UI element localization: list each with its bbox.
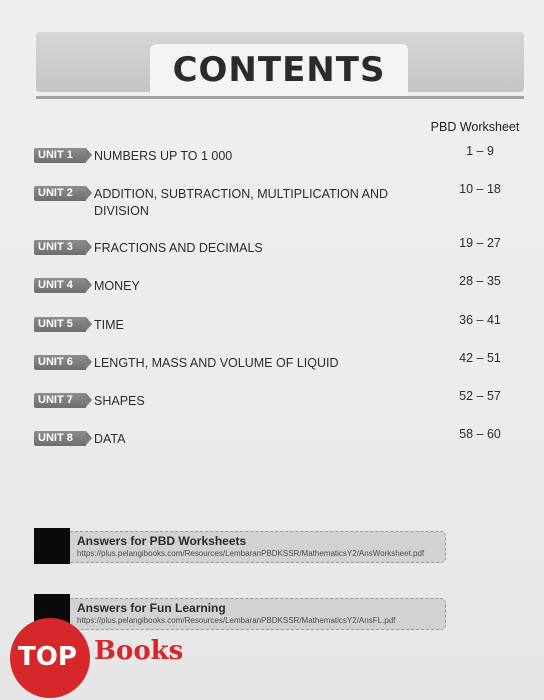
answers-fun-learning-url[interactable]: https://plus.pelangibooks.com/Resources/LembaranPBDKSSR/MathematicsY2/AnsFL.pdf xyxy=(77,616,396,625)
unit-badge: UNIT 2 xyxy=(34,186,86,201)
unit-name: LENGTH, MASS AND VOLUME OF LIQUID xyxy=(94,356,339,370)
unit-badge: UNIT 8 xyxy=(34,431,86,446)
unit-name: NUMBERS UP TO 1 000 xyxy=(94,149,233,163)
qr-code-icon xyxy=(34,528,70,564)
answers-pbd-title: Answers for PBD Worksheets xyxy=(77,534,247,548)
header-rule xyxy=(36,96,524,99)
logo-books-text: Books xyxy=(94,636,184,666)
topbooks-logo xyxy=(10,614,195,694)
unit-name: FRACTIONS AND DECIMALS xyxy=(94,241,263,255)
unit-badge: UNIT 5 xyxy=(34,317,86,332)
unit-pages: 58 – 60 xyxy=(459,427,501,441)
unit-name: MONEY xyxy=(94,279,140,293)
pbd-worksheet-column-header: PBD Worksheet xyxy=(430,120,520,134)
unit-name: DATA xyxy=(94,432,126,446)
answers-pbd-url[interactable]: https://plus.pelangibooks.com/Resources/LembaranPBDKSSR/MathematicsY2/AnsWorksheet.pdf xyxy=(77,549,425,558)
unit-name: ADDITION, SUBTRACTION, MULTIPLICATION AND DIVISION xyxy=(94,187,389,218)
unit-name: SHAPES xyxy=(94,394,145,408)
unit-pages: 42 – 51 xyxy=(459,351,501,365)
unit-pages: 19 – 27 xyxy=(459,236,501,250)
unit-pages: 1 – 9 xyxy=(466,144,494,158)
title-box xyxy=(150,44,408,96)
unit-badge: UNIT 1 xyxy=(34,148,86,163)
unit-name: TIME xyxy=(94,318,124,332)
page-title: CONTENTS xyxy=(172,50,386,90)
unit-pages: 10 – 18 xyxy=(459,182,501,196)
unit-badge: UNIT 6 xyxy=(34,355,86,370)
unit-pages: 52 – 57 xyxy=(459,389,501,403)
answers-fun-learning-title: Answers for Fun Learning xyxy=(77,601,226,615)
unit-pages: 28 – 35 xyxy=(459,274,501,288)
unit-badge: UNIT 3 xyxy=(34,240,86,255)
unit-row-8 xyxy=(34,427,514,471)
unit-row-4 xyxy=(34,274,514,318)
unit-row-2 xyxy=(34,182,514,226)
unit-badge: UNIT 7 xyxy=(34,393,86,408)
unit-badge: UNIT 4 xyxy=(34,278,86,293)
logo-top-text: TOP xyxy=(18,642,77,672)
unit-pages: 36 – 41 xyxy=(459,313,501,327)
answers-pbd-box xyxy=(40,531,446,563)
